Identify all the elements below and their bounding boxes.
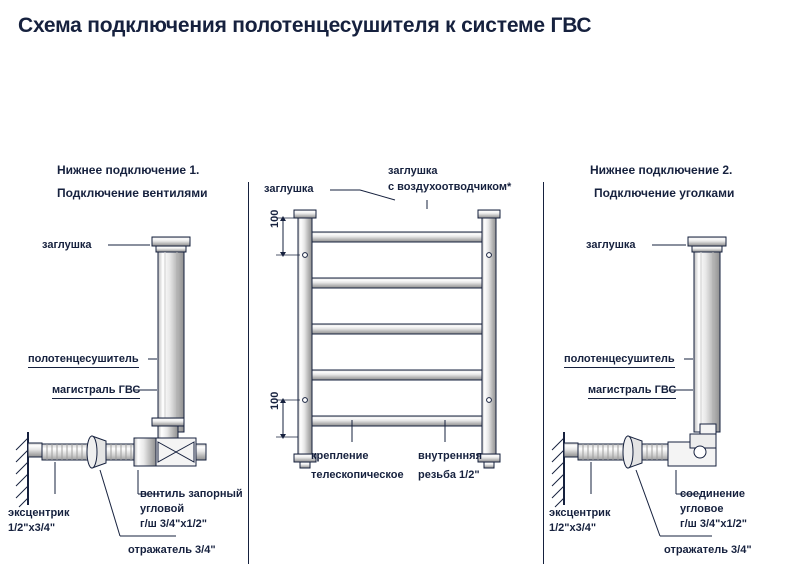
left-panel-heading-2: Подключение вентилями bbox=[57, 186, 208, 200]
center-label-thread-1: внутренняя bbox=[418, 450, 483, 462]
left-panel-heading-1: Нижнее подключение 1. bbox=[57, 163, 200, 177]
left-label-valve-2: угловой bbox=[140, 503, 185, 515]
center-label-cap-air-2: с воздухоотводчиком* bbox=[388, 181, 512, 193]
center-dimension-bottom: 100 bbox=[269, 391, 281, 410]
center-towel-rail bbox=[276, 210, 500, 468]
left-label-main-line: магистраль ГВС bbox=[52, 383, 140, 399]
page-title: Схема подключения полотенцесушителя к системе ГВС bbox=[18, 14, 592, 37]
center-label-thread-2: резьба 1/2" bbox=[418, 469, 480, 481]
left-label-cap: заглушка bbox=[42, 239, 92, 251]
left-label-reflector: отражатель 3/4" bbox=[128, 544, 216, 556]
left-label-eccentric-2: 1/2"х3/4" bbox=[8, 522, 56, 534]
left-assembly bbox=[16, 237, 206, 507]
center-label-cap-air-1: заглушка bbox=[388, 165, 438, 177]
center-label-mount-2: телескопическое bbox=[311, 469, 404, 481]
left-label-valve-3: г/ш 3/4"х1/2" bbox=[140, 518, 207, 530]
center-label-mount-1: крепление bbox=[311, 450, 369, 462]
right-assembly bbox=[552, 237, 726, 507]
center-label-cap: заглушка bbox=[264, 183, 314, 195]
center-leader-lines bbox=[330, 190, 445, 442]
right-label-cap: заглушка bbox=[586, 239, 636, 251]
right-label-towel-rail: полотенцесушитель bbox=[564, 352, 675, 368]
right-label-corner-1: соединение bbox=[680, 488, 745, 500]
right-label-corner-2: угловое bbox=[680, 503, 724, 515]
right-label-eccentric-2: 1/2"х3/4" bbox=[549, 522, 597, 534]
left-label-towel-rail: полотенцесушитель bbox=[28, 352, 139, 368]
center-dimension-top: 100 bbox=[269, 209, 281, 228]
right-label-eccentric-1: эксцентрик bbox=[549, 507, 611, 519]
left-label-valve-1: вентиль запорный bbox=[140, 488, 243, 500]
right-panel-heading-1: Нижнее подключение 2. bbox=[590, 163, 733, 177]
right-label-main-line: магистраль ГВС bbox=[588, 383, 676, 399]
right-panel-heading-2: Подключение уголками bbox=[594, 186, 735, 200]
left-label-eccentric-1: эксцентрик bbox=[8, 507, 70, 519]
right-label-corner-3: г/ш 3/4"х1/2" bbox=[680, 518, 747, 530]
right-label-reflector: отражатель 3/4" bbox=[664, 544, 752, 556]
